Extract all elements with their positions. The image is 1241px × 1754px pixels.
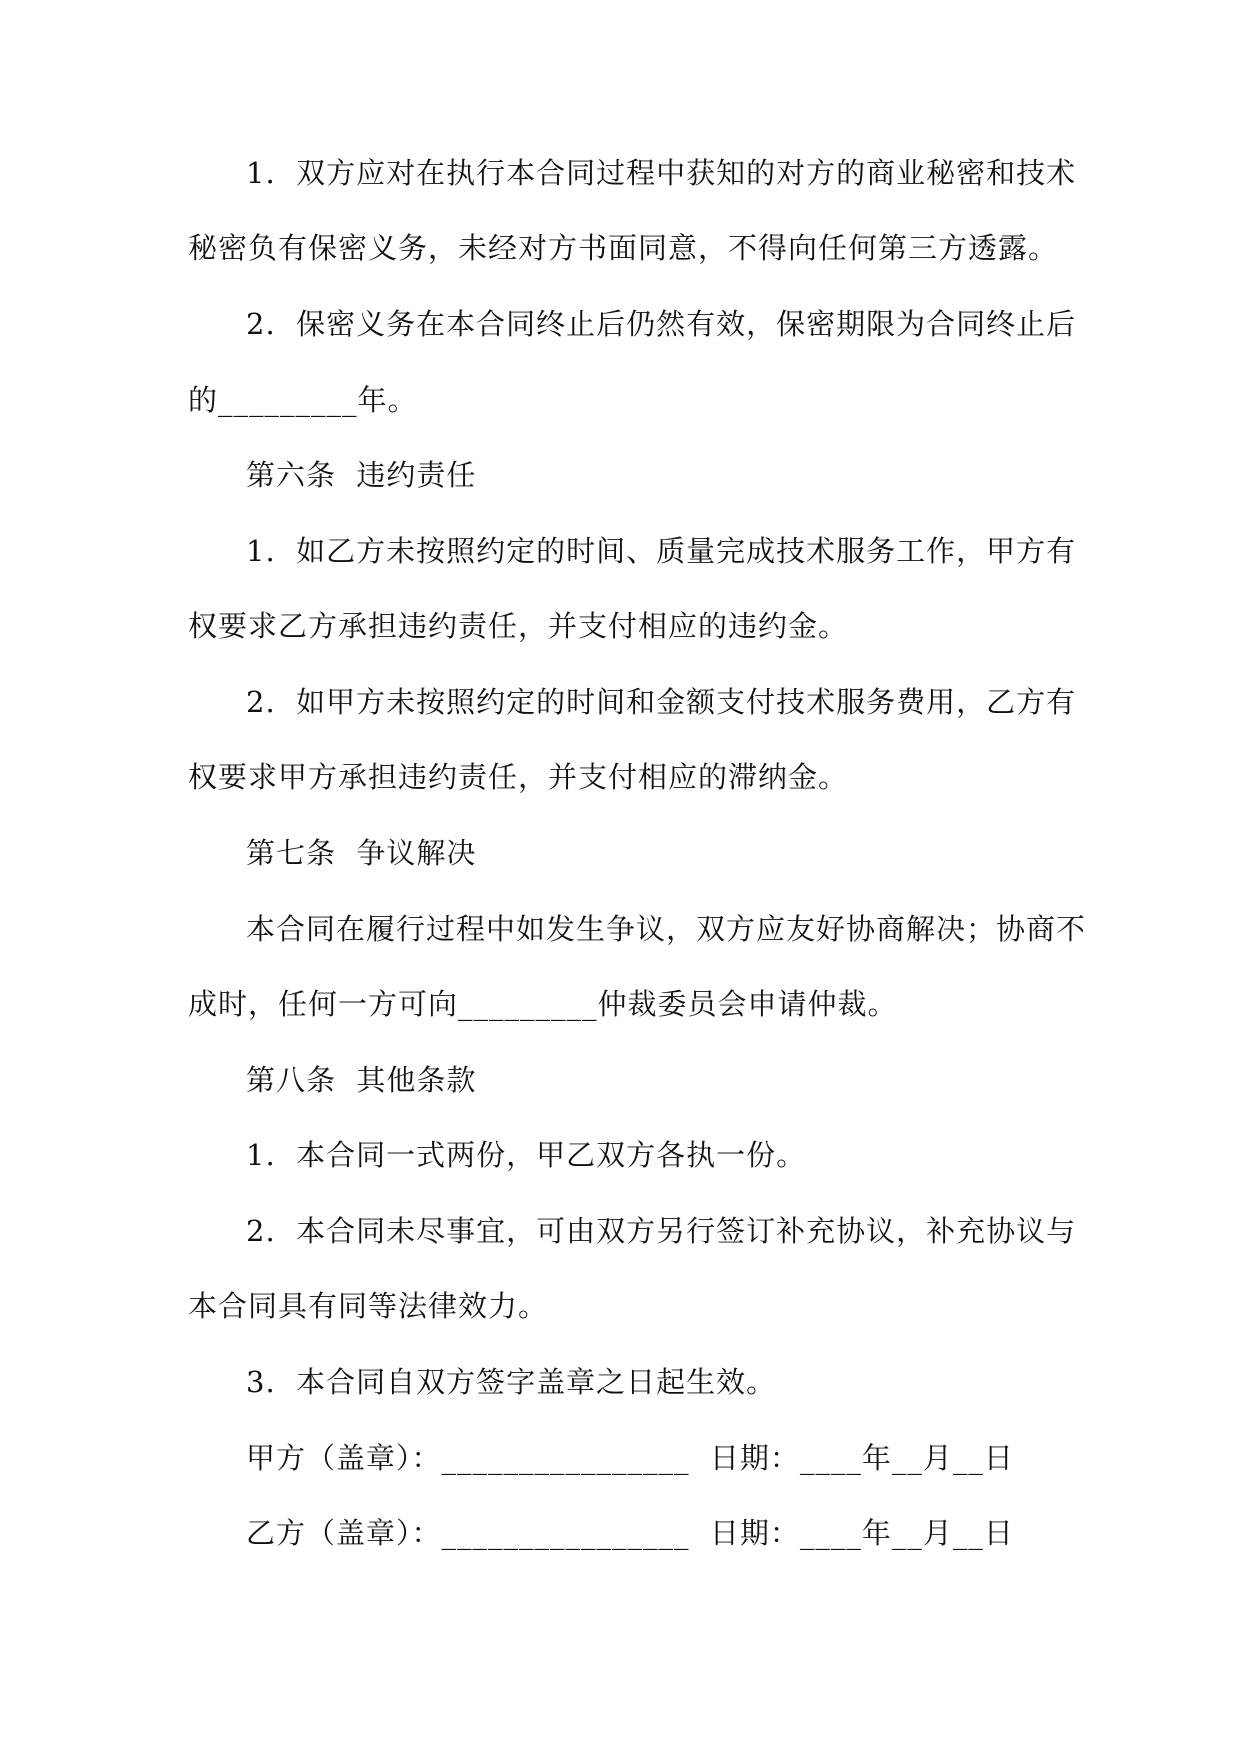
heading-article-8: 第八条 其他条款 (246, 1063, 477, 1097)
clause-5-item-1-line-1: 1. 双方应对在执行本合同过程中获知的对方的商业秘密和技术 (246, 156, 1077, 190)
clause-6-item-1-line-2: 权要求乙方承担违约责任，并支付相应的违约金。 (188, 609, 849, 643)
clause-6-item-2-line-1: 2. 如甲方未按照约定的时间和金额支付技术服务费用，乙方有 (246, 685, 1077, 719)
clause-8-item-3: 3. 本合同自双方签字盖章之日起生效。 (246, 1365, 777, 1399)
clause-8-item-2-line-2: 本合同具有同等法律效力。 (188, 1289, 549, 1323)
party-b-signature-line: 乙方（盖章）：________________ 日期：____年__月__日 (246, 1516, 1014, 1550)
clause-5-item-1-line-2: 秘密负有保密义务，未经对方书面同意，不得向任何第三方透露。 (188, 231, 1059, 265)
clause-5-item-2-line-2: 的_________年。 (188, 383, 418, 417)
clause-7-line-2: 成时，任何一方可向_________仲裁委员会申请仲裁。 (188, 987, 898, 1021)
clause-8-item-1: 1. 本合同一式两份，甲乙双方各执一份。 (246, 1138, 807, 1172)
party-a-signature-line: 甲方（盖章）：________________ 日期：____年__月__日 (246, 1441, 1014, 1475)
clause-6-item-2-line-2: 权要求甲方承担违约责任，并支付相应的滞纳金。 (188, 760, 849, 794)
clause-7-line-1: 本合同在履行过程中如发生争议，双方应友好协商解决；协商不 (246, 912, 1087, 946)
heading-article-6: 第六条 违约责任 (246, 458, 477, 492)
clause-5-item-2-line-1: 2. 保密义务在本合同终止后仍然有效，保密期限为合同终止后 (246, 307, 1077, 341)
clause-8-item-2-line-1: 2. 本合同未尽事宜，可由双方另行签订补充协议，补充协议与 (246, 1214, 1077, 1248)
clause-6-item-1-line-1: 1. 如乙方未按照约定的时间、质量完成技术服务工作，甲方有 (246, 534, 1077, 568)
heading-article-7: 第七条 争议解决 (246, 836, 477, 870)
